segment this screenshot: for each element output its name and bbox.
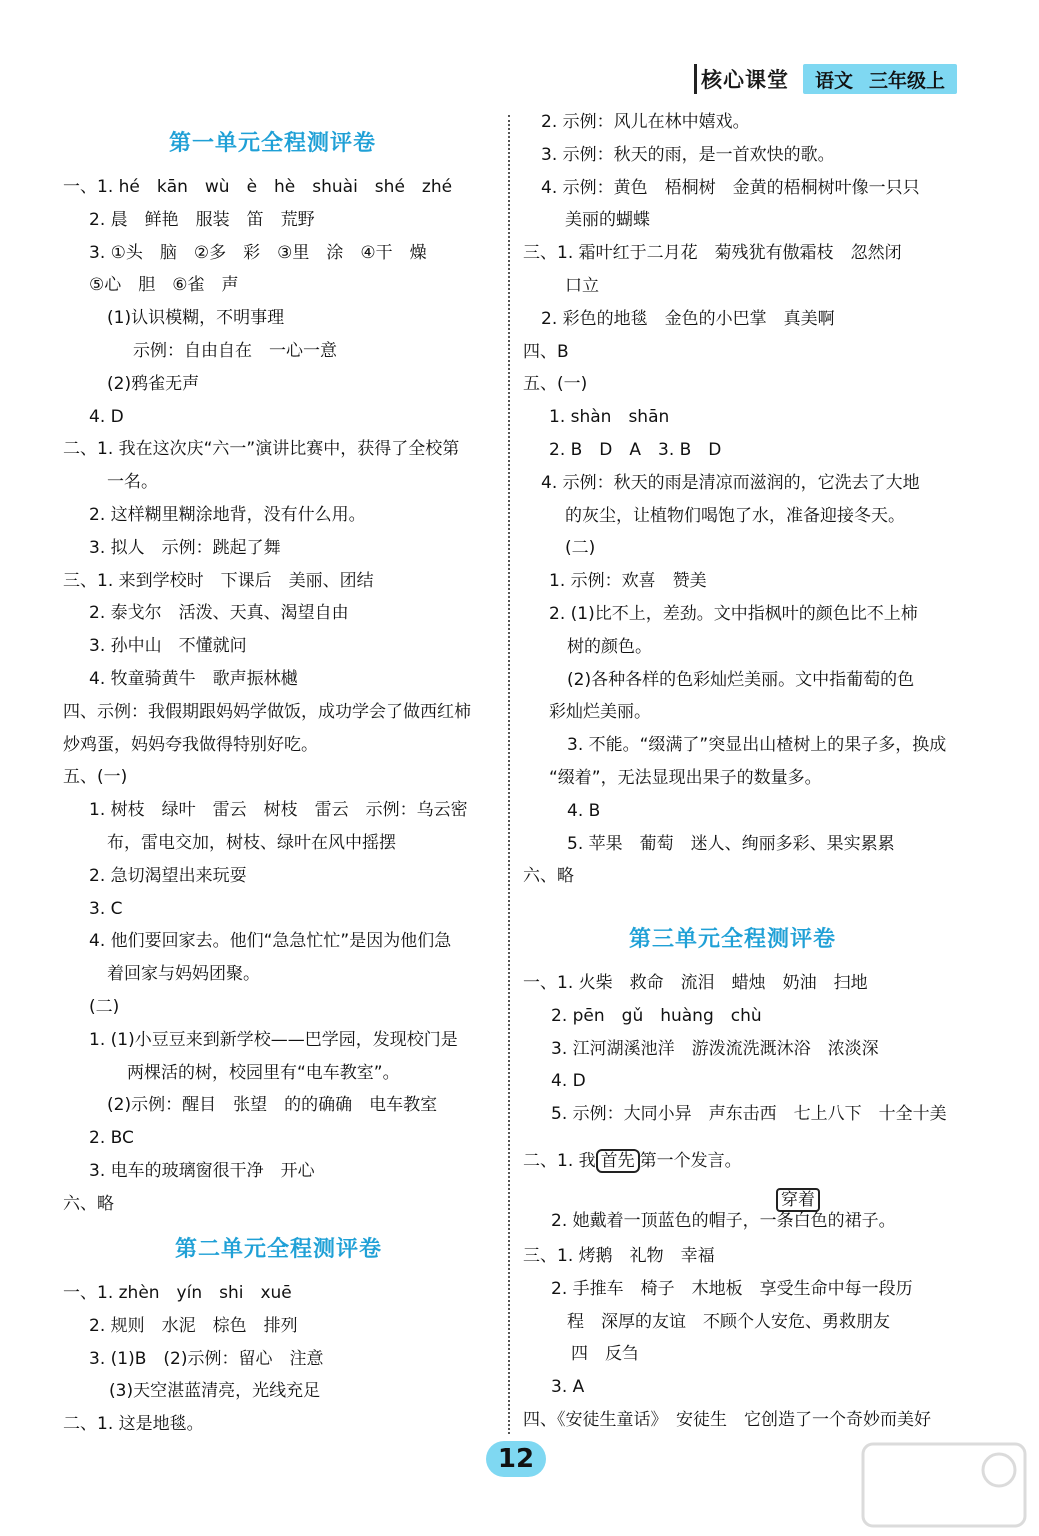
- answer-line: 4. 他们要回家去。他们“急急忙忙”是因为他们急: [89, 931, 452, 952]
- answer-line: 4. 示例：黄色 梧桐树 金黄的梧桐树叶像一只只: [541, 177, 920, 198]
- answer-line: 2. 示例：风儿在林中嬉戏。: [541, 112, 750, 132]
- page-number: 12: [486, 1441, 546, 1477]
- answer-line: 2. 手推车 椅子 木地板 享受生命中每一段历: [551, 1278, 913, 1299]
- grade-label: 三年级上: [869, 69, 946, 92]
- answer-line: 炒鸡蛋，妈妈夸我做得特别好吃。: [63, 734, 318, 755]
- column-divider: [508, 115, 510, 1434]
- unit3-q2-2: [551, 1210, 896, 1232]
- answer-line: (二): [89, 997, 120, 1017]
- answer-line: 布，雷电交加，树枝、绿叶在风中摇摆: [107, 833, 396, 853]
- answer-line: 1. (1)小豆豆来到新学校——巴学园，发现校门是: [89, 1029, 458, 1050]
- answer-line: 1. 示例：欢喜 赞美: [549, 571, 707, 592]
- answer-line: 2. 泰戈尔 活泼、天真、渴望自由: [89, 603, 349, 624]
- answer-line: 树的颜色。: [567, 636, 652, 657]
- answer-line: 4. D: [89, 406, 124, 427]
- q2-1-text-after: 第一个发言。: [639, 1151, 742, 1171]
- answer-line: 六、略: [523, 866, 574, 887]
- answer-line: 2. B D A 3. B D: [549, 440, 722, 460]
- answer-line: 1. shàn shān: [549, 407, 670, 428]
- answer-line: 4. 牧童骑黄牛 歌声振林樾: [89, 669, 298, 689]
- answer-line: 两棵活的树，校园里有“电车教室”。: [127, 1062, 400, 1083]
- answer-line: 三、1. 霜叶红于二月花 菊残犹有傲霜枝 忽然闭: [523, 243, 902, 264]
- answer-line: (1)认识模糊，不明事理: [107, 308, 285, 329]
- q2-2-text-before: 2. 她戴着一顶蓝色的帽子，: [551, 1211, 760, 1231]
- answer-line: 的灰尘，让植物们喝饱了水，准备迎接冬天。: [565, 505, 905, 526]
- answer-line: 四、示例：我假期跟妈妈学做饭，成功学会了做西红柿: [63, 701, 471, 722]
- insertion-note: 穿着: [776, 1188, 820, 1212]
- circled-word: 首先: [596, 1149, 640, 1173]
- answer-line: 3. 不能。“缀满了”突显出山楂树上的果子多，换成: [567, 735, 947, 756]
- answer-line: 3. A: [551, 1377, 585, 1398]
- answer-line: (3)天空湛蓝清亮，光线充足: [109, 1381, 321, 1402]
- answer-line: 4. 示例：秋天的雨是清凉而滋润的，它洗去了大地: [541, 472, 920, 493]
- answer-line: 彩灿烂美丽。: [549, 702, 651, 723]
- answer-line: 口立: [565, 276, 599, 296]
- answer-line: 2. 彩色的地毯 金色的小巴掌 真美啊: [541, 308, 835, 329]
- answer-line: 3. 电车的玻璃窗很干净 开心: [89, 1161, 315, 1181]
- answer-line: 示例：自由自在 一心一意: [133, 341, 337, 361]
- answer-line: 着回家与妈妈团聚。: [107, 964, 260, 985]
- answer-line: 3. 示例：秋天的雨，是一首欢快的歌。: [541, 144, 835, 165]
- answer-line: 3. C: [89, 898, 123, 919]
- answer-line: 2. 急切渴望出来玩耍: [89, 865, 247, 886]
- answer-line: 二、1. 这是地毯。: [63, 1414, 204, 1435]
- answer-line: 一、1. hé kān wù è hè shuài shé zhé: [63, 177, 453, 197]
- answer-line: “缀着”，无法显现出果子的数量多。: [549, 768, 822, 788]
- brand-title: 核心课堂: [694, 64, 795, 94]
- unit3-title: 第三单元全程测评卷: [629, 927, 837, 952]
- answer-line: 2. BC: [89, 1128, 134, 1149]
- answer-line: 二、1. 我在这次庆“六一”演讲比赛中，获得了全校第: [63, 439, 460, 460]
- answer-line: 五、(一): [523, 374, 588, 395]
- answer-line: 2. 这样糊里糊涂地背，没有什么用。: [89, 505, 366, 525]
- answer-line: 3. (1)B (2)示例：留心 注意: [89, 1348, 324, 1369]
- answer-line: 4. B: [567, 800, 601, 821]
- answer-line: 四 反刍: [571, 1344, 639, 1365]
- answer-line: 六、略: [63, 1193, 114, 1214]
- answer-line: 3. 拟人 示例：跳起了舞: [89, 537, 281, 558]
- answer-line: 3. ①头 脑 ②多 彩 ③里 涂 ④干 燥: [89, 242, 427, 263]
- answer-line: 2. 晨 鲜艳 服装 笛 荒野: [89, 209, 315, 230]
- answer-line: 美丽的蝴蝶: [565, 210, 650, 231]
- answer-line: 一名。: [107, 472, 158, 493]
- answer-line: 2. 规则 水泥 棕色 排列: [89, 1315, 298, 1336]
- answer-line: 3. 江河湖溪池洋 游泼流洗溉沐浴 浓淡深: [551, 1038, 879, 1059]
- answer-line: 三、1. 烤鹅 礼物 幸福: [523, 1246, 715, 1266]
- answer-line: 2. (1)比不上，差劲。文中指枫叶的颜色比不上柿: [549, 604, 918, 624]
- answer-line: 四、《安徒生童话》 安徒生 它创造了一个奇妙而美好: [523, 1410, 931, 1430]
- answer-line: 1. 树枝 绿叶 雷云 树枝 雷云 示例：乌云密: [89, 800, 468, 821]
- subject-label: 语文: [815, 69, 854, 92]
- answer-line: (2)示例：醒目 张望 的的确确 电车教室: [107, 1095, 438, 1116]
- answer-line: 5. 苹果 葡萄 迷人、绚丽多彩、果实累累: [567, 833, 895, 854]
- answer-line: 一、1. 火柴 救命 流泪 蜡烛 奶油 扫地: [523, 973, 868, 993]
- unit3-q2-1: [523, 1150, 742, 1172]
- subject-grade-badge: [803, 64, 957, 94]
- answer-line: 5. 示例：大同小异 声东击西 七上八下 十全十美: [551, 1104, 947, 1125]
- unit1-title: 第一单元全程测评卷: [169, 131, 377, 156]
- answer-line: 2. pēn gǔ huàng chù: [551, 1005, 762, 1026]
- answer-line: 五、(一): [63, 767, 128, 788]
- answer-line: 四、B: [523, 341, 569, 362]
- page-header: [694, 64, 957, 94]
- answer-line: 程 深厚的友谊 不顾个人安危、勇救朋友: [567, 1311, 890, 1332]
- answer-line: 一、1. zhèn yín shi xuē: [63, 1283, 292, 1303]
- answer-line: (2)鸦雀无声: [107, 373, 200, 394]
- answer-line: (二): [565, 538, 596, 559]
- answer-line: 4. D: [551, 1071, 586, 1092]
- answer-line: 三、1. 来到学校时 下课后 美丽、团结: [63, 570, 374, 591]
- answer-line: 3. 孙中山 不懂就问: [89, 636, 247, 657]
- q2-2-text-after: 一条白色的裙子。: [759, 1211, 896, 1231]
- answer-line: (2)各种各样的色彩灿烂美丽。文中指葡萄的色: [567, 669, 915, 690]
- answer-line: ⑤心 胆 ⑥雀 声: [89, 275, 239, 296]
- q2-1-text-before: 二、1. 我: [523, 1151, 596, 1171]
- unit2-title: 第二单元全程测评卷: [175, 1237, 383, 1262]
- watermark-logo: [859, 1440, 1029, 1530]
